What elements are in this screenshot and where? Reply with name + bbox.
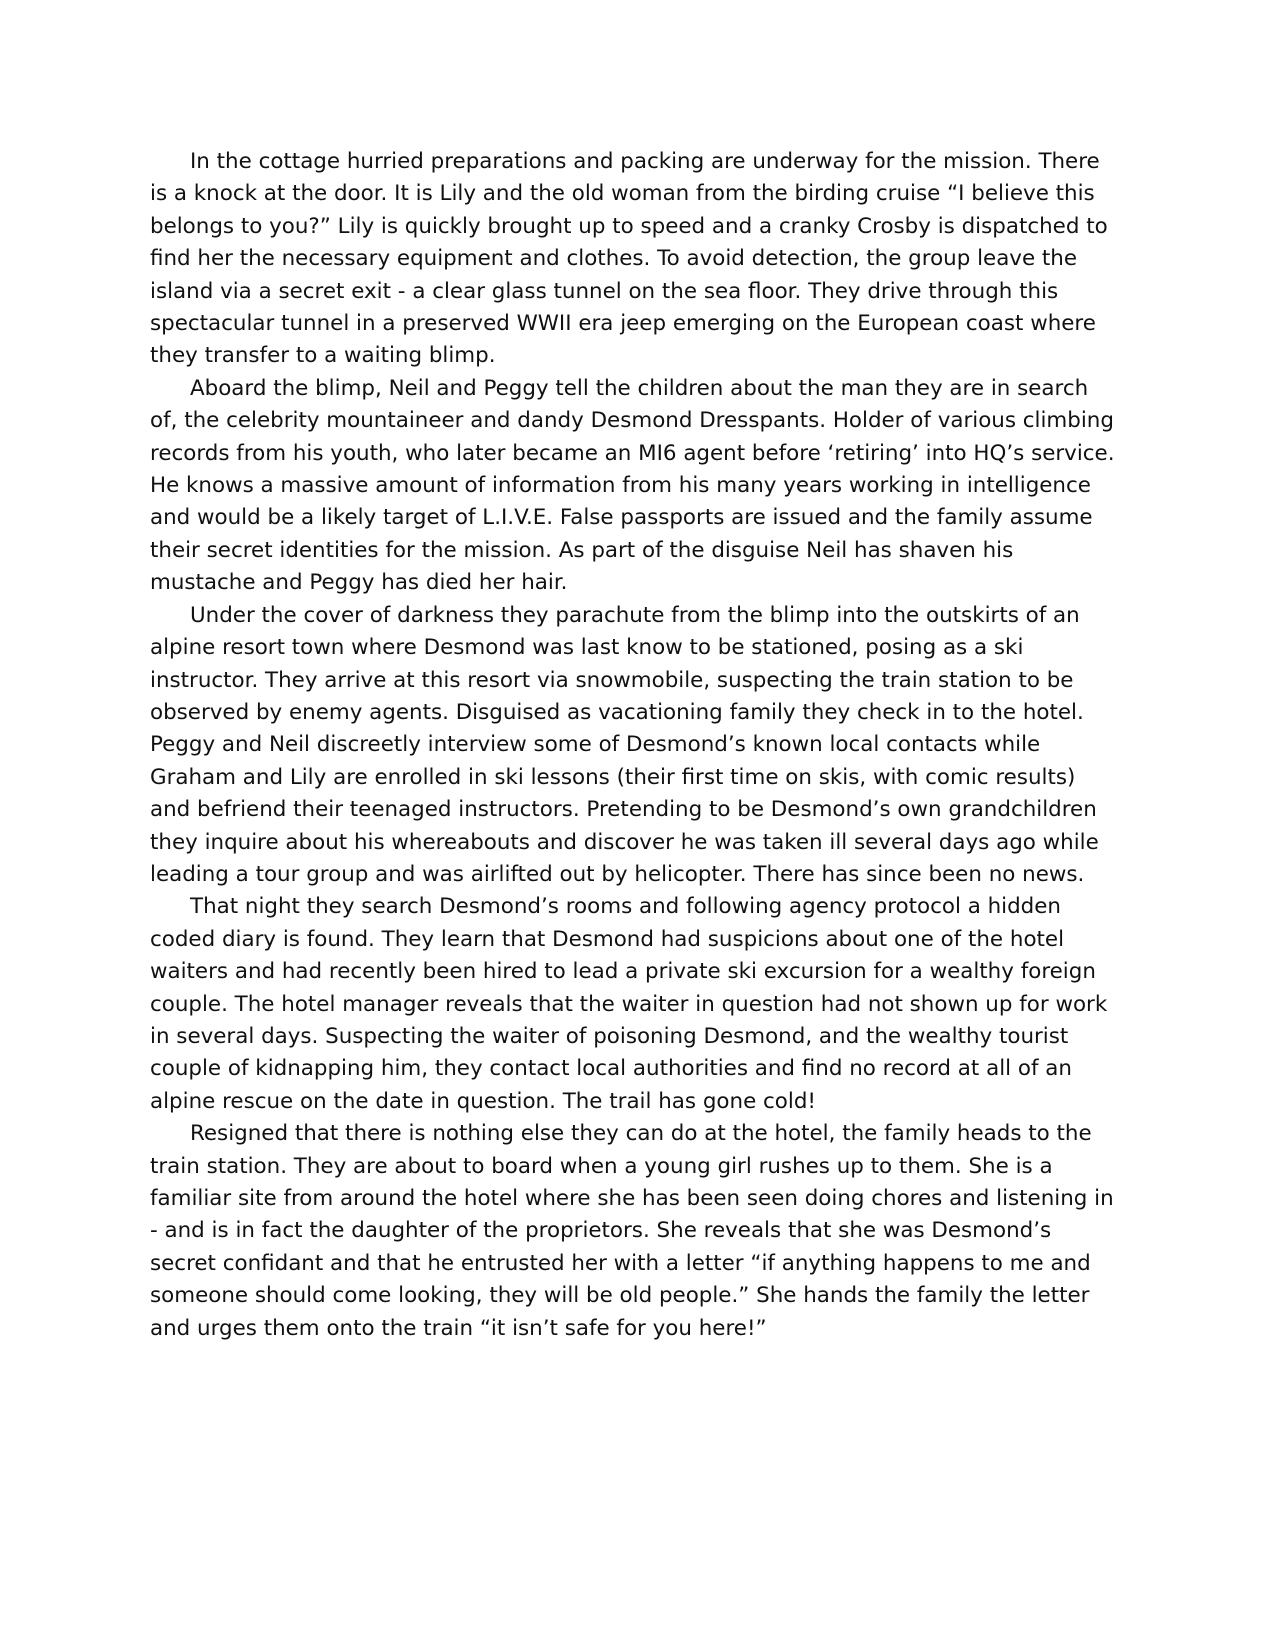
paragraph-4: That night they search Desmond’s rooms and following agency protocol a hidden coded diary is found. They learn that Desmond had suspicions about one of the hotel waiters and had recently been hired to lead a private ski excursion for a wealthy foreign couple. The hotel manager reveals that the waiter in question had not shown up for work in several days. Suspecting the waiter of poisoning Desmond, and the wealthy tourist couple of kidnapping him, they contact local authorities and find no record at all of an alpine rescue on the date in question. The trail has gone cold! <box>150 894 1108 1114</box>
paragraph-2: Aboard the blimp, Neil and Peggy tell the children about the man they are in search of, the celebrity mountaineer and dandy Desmond Dresspants. Holder of various climbing records from his youth, who later became an MI6 agent before ‘retiring’ into HQ’s service. He knows a massive amount of information from his many years working in intelligence and would be a likely target of L.I.V.E. False passports are issued and the family assume their secret identities for the mission. As part of the disguise Neil has shaven his mustache and Peggy has died her hair. <box>150 375 1115 596</box>
paragraph-3: Under the cover of darkness they parachute from the blimp into the outskirts of an alpine resort town where Desmond was last know to be stationed, posing as a ski instructor. They arrive at this resort via snowmobile, suspecting the train station to be observed by enemy agents. Disguised as vacationing family they check in to the hotel. Peggy and Neil discreetly interview some of Desmond’s known local contacts while Graham and Lily are enrolled in ski lessons (their first time on skis, with comic results) and befriend their teenaged instructors. Pretending to be Desmond’s own grandchildren they inquire about his whereabouts and discover he was taken ill several days ago while leading a tour group and was airlifted out by helicopter. There has since been no news. <box>150 602 1099 887</box>
body-text <box>150 146 1118 1345</box>
paragraph-1: In the cottage hurried preparations and packing are underway for the mission. There is a knock at the door. It is Lily and the old woman from the birding cruise “I believe this belongs to you?” Lily is quickly brought up to speed and a cranky Crosby is dispatched to find her the necessary equipment and clothes. To avoid detection, the group leave the island via a secret exit - a clear glass tunnel on the sea floor. They drive through this spectacular tunnel in a preserved WWII era jeep emerging on the European coast where they transfer to a waiting blimp. <box>150 149 1108 369</box>
paragraph-5: Resigned that there is nothing else they can do at the hotel, the family heads to the train station. They are about to board when a young girl rushes up to them. She is a familiar site from around the hotel where she has been seen doing chores and listening in - and is in fact the daughter of the proprietors. She reveals that she was Desmond’s secret confidant and that he entrusted her with a letter “if anything happens to me and someone should come looking, they will be old people.” She hands the family the letter and urges them onto the train “it isn’t safe for you here!” <box>150 1121 1114 1341</box>
